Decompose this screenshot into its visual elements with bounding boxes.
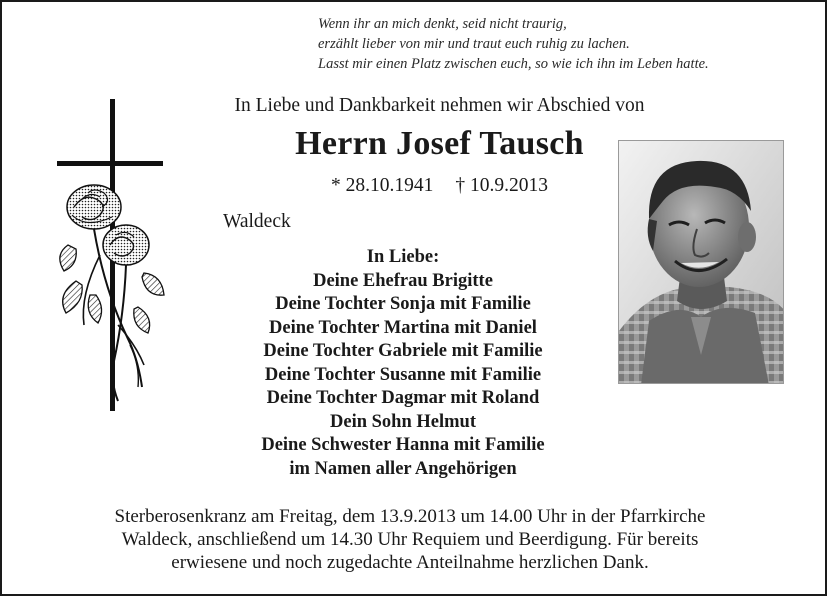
place: Waldeck — [223, 211, 291, 232]
mourner-line: Deine Tochter Dagmar mit Roland — [266, 388, 540, 408]
death-date: † 10.9.2013 — [455, 175, 548, 196]
poem-line: Wenn ihr an mich denkt, seid nicht traurig, — [318, 16, 567, 32]
footer-line: erwiesene und noch zugedachte Anteilnahme herzlichen Dank. — [171, 552, 649, 573]
birth-date: * 28.10.1941 — [331, 175, 434, 196]
poem — [318, 14, 808, 74]
mourner-line: im Namen aller Angehörigen — [289, 458, 517, 479]
deceased-name: Herrn Josef Tausch — [295, 125, 584, 162]
mourner-line: Deine Ehefrau Brigitte — [313, 270, 493, 291]
mourners-list — [202, 246, 604, 481]
poem-line: Lasst mir einen Platz zwischen euch, so wie ich ihn im Leben hatte. — [318, 56, 709, 72]
intro-line: In Liebe und Dankbarkeit nehmen wir Abschied von — [234, 95, 645, 116]
footer-line: Sterberosenkranz am Freitag, dem 13.9.2013 um 14.00 Uhr in der Pfarrkirche — [114, 506, 706, 527]
mourner-line: Deine Tochter Martina mit Daniel — [269, 317, 537, 338]
portrait-photo — [618, 140, 784, 384]
mourner-line: Deine Tochter Gabriele mit Familie — [263, 341, 543, 361]
mourner-line: Deine Schwester Hanna mit Familie — [261, 435, 545, 455]
mourner-line: Deine Tochter Sonja mit Familie — [275, 294, 531, 314]
funeral-info — [42, 505, 778, 574]
mourner-line: Dein Sohn Helmut — [330, 411, 476, 432]
poem-line: erzählt lieber von mir und traut euch ruhig zu lachen. — [318, 36, 630, 52]
footer-line: Waldeck, anschließend um 14.30 Uhr Requiem und Beerdigung. Für bereits — [121, 529, 699, 550]
mourner-line: Deine Tochter Susanne mit Familie — [264, 364, 542, 385]
mourner-line: In Liebe: — [366, 247, 440, 267]
